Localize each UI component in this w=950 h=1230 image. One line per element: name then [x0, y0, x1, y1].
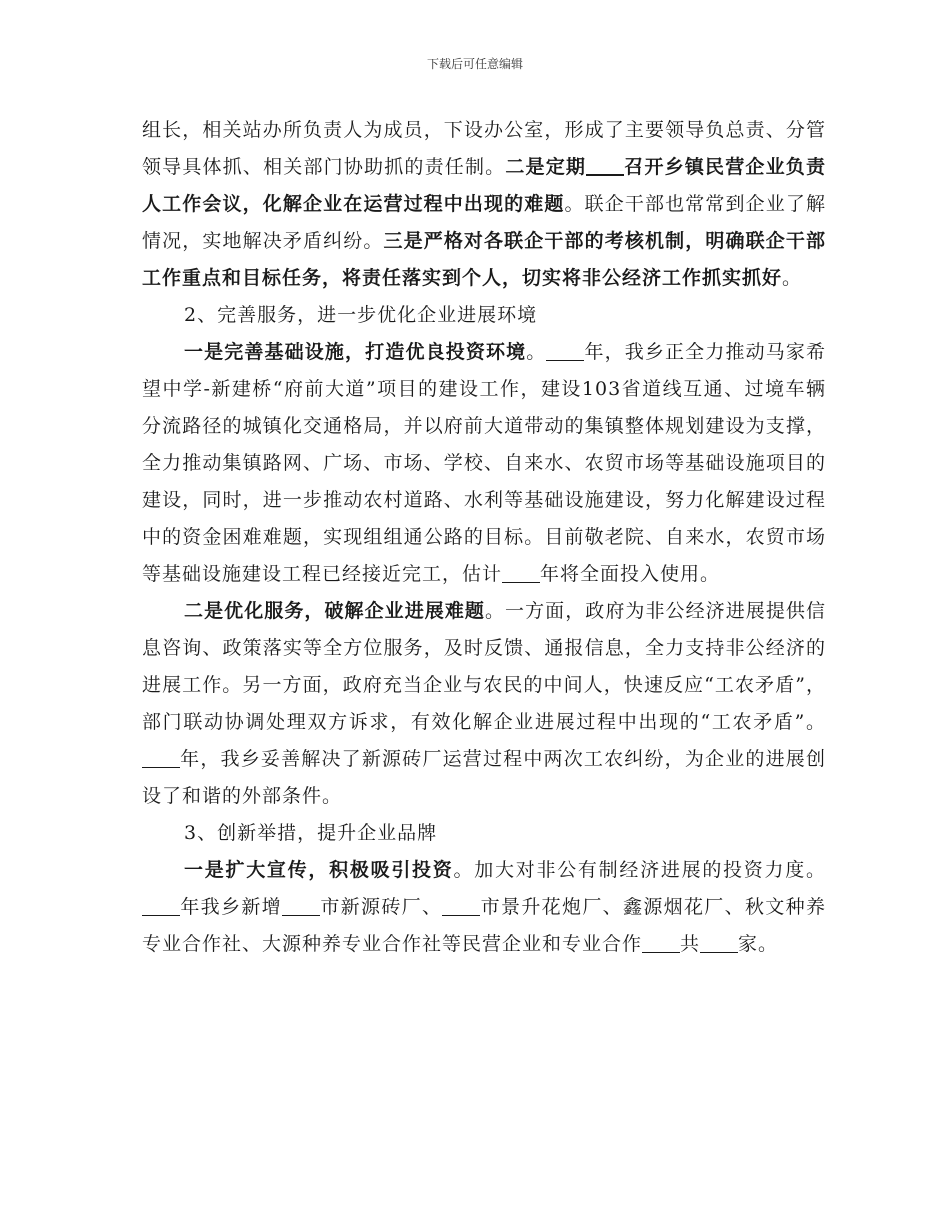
text-span: 市新源砖厂、: [320, 896, 443, 918]
text-span: 。联企干部也常常到企业了解情况，实地解决矛盾纠纷。: [142, 193, 826, 252]
page-header: 下载后可任意编辑: [426, 57, 523, 71]
blank-line: [586, 156, 624, 176]
text-span: 。: [782, 267, 803, 289]
bold-text: 三是严格对各联企干部的考核机制，明确联企干部工作重点和目标任务，将责任落实到个人，切实将非公经济工作抓实抓好: [142, 230, 826, 289]
text-span: 。: [526, 341, 547, 363]
blank-line: [142, 897, 180, 916]
blank-line: [442, 897, 480, 916]
blank-line: [642, 934, 680, 953]
document-body: [142, 112, 826, 963]
text-span: 年，我乡正全力推动马家希望中学-新建桥“府前大道”项目的建设工作，建设103省道线互通、过境车辆分流路径的城镇化交通格局，并以府前大道带动的集镇整体规划建设为支撑，全力推动集镇路网、广场、市场、学校、自来水、农贸市场等基础设施项目的建设，同时，进一步推动农村道路、水利等基础设施建设，努力化解建设过程中的资金困难难题，实现组组通公路的目标。目前敬老院、自来水，农贸市场等基础设施建设工程已经接近完工，估计: [142, 341, 826, 585]
paragraph-leadership: [142, 112, 826, 297]
text-span: 。一方面，政府为非公经济进展提供信息咨询、政策落实等全方位服务，及时反馈、通报信息，全力支持非公经济的进展工作。另一方面，政府充当企业与农民的中间人，快速反应“工农矛盾”，部门联动协调处理双方诉求，有效化解企业进展过程中出现的“工农矛盾”。: [142, 600, 826, 733]
bold-text: 二是定期: [505, 156, 587, 178]
bold-text: 召开乡镇民营企业负责人工作会议，化解企业在运营过程中出现的难题: [142, 156, 826, 215]
text-span: 。加大对非公有制经济进展的投资力度。: [453, 859, 826, 881]
blank-line: [546, 342, 584, 361]
text-span: 共: [680, 933, 701, 955]
blank-line: [282, 897, 320, 916]
text-span: 组长，相关站办所负责人为成员，下设办公室，形成了主要领导负总责、分管领导具体抓、相关部门协助抓的责任制。: [142, 119, 826, 178]
blank-line: [142, 749, 180, 768]
section-heading-2: 2、完善服务，进一步优化企业进展环境: [184, 304, 538, 326]
text-span: 年我乡新增: [180, 896, 282, 918]
bold-text: 二是优化服务，破解企业进展难题: [184, 600, 485, 622]
section-heading-3: 3、创新举措，提升企业品牌: [184, 822, 438, 844]
text-span: 年将全面投入使用。: [540, 563, 721, 585]
paragraph-infrastructure: [142, 334, 826, 593]
bold-text: 一是扩大宣传，积极吸引投资: [184, 859, 454, 881]
blank-line: [700, 934, 738, 953]
paragraph-investment: [142, 852, 826, 963]
bold-text: 一是完善基础设施，打造优良投资环境: [184, 341, 527, 363]
text-span: 市景升花炮厂、鑫源烟花厂、秋文种养专业合作社、大源种养专业合作社等民营企业和专业合作: [142, 896, 826, 955]
text-span: 年，我乡妥善解决了新源砖厂运营过程中两次工农纠纷，为企业的进展创设了和谐的外部条件。: [142, 748, 826, 807]
blank-line: [502, 564, 540, 583]
text-span: 家。: [738, 933, 779, 955]
paragraph-services: [142, 593, 826, 815]
